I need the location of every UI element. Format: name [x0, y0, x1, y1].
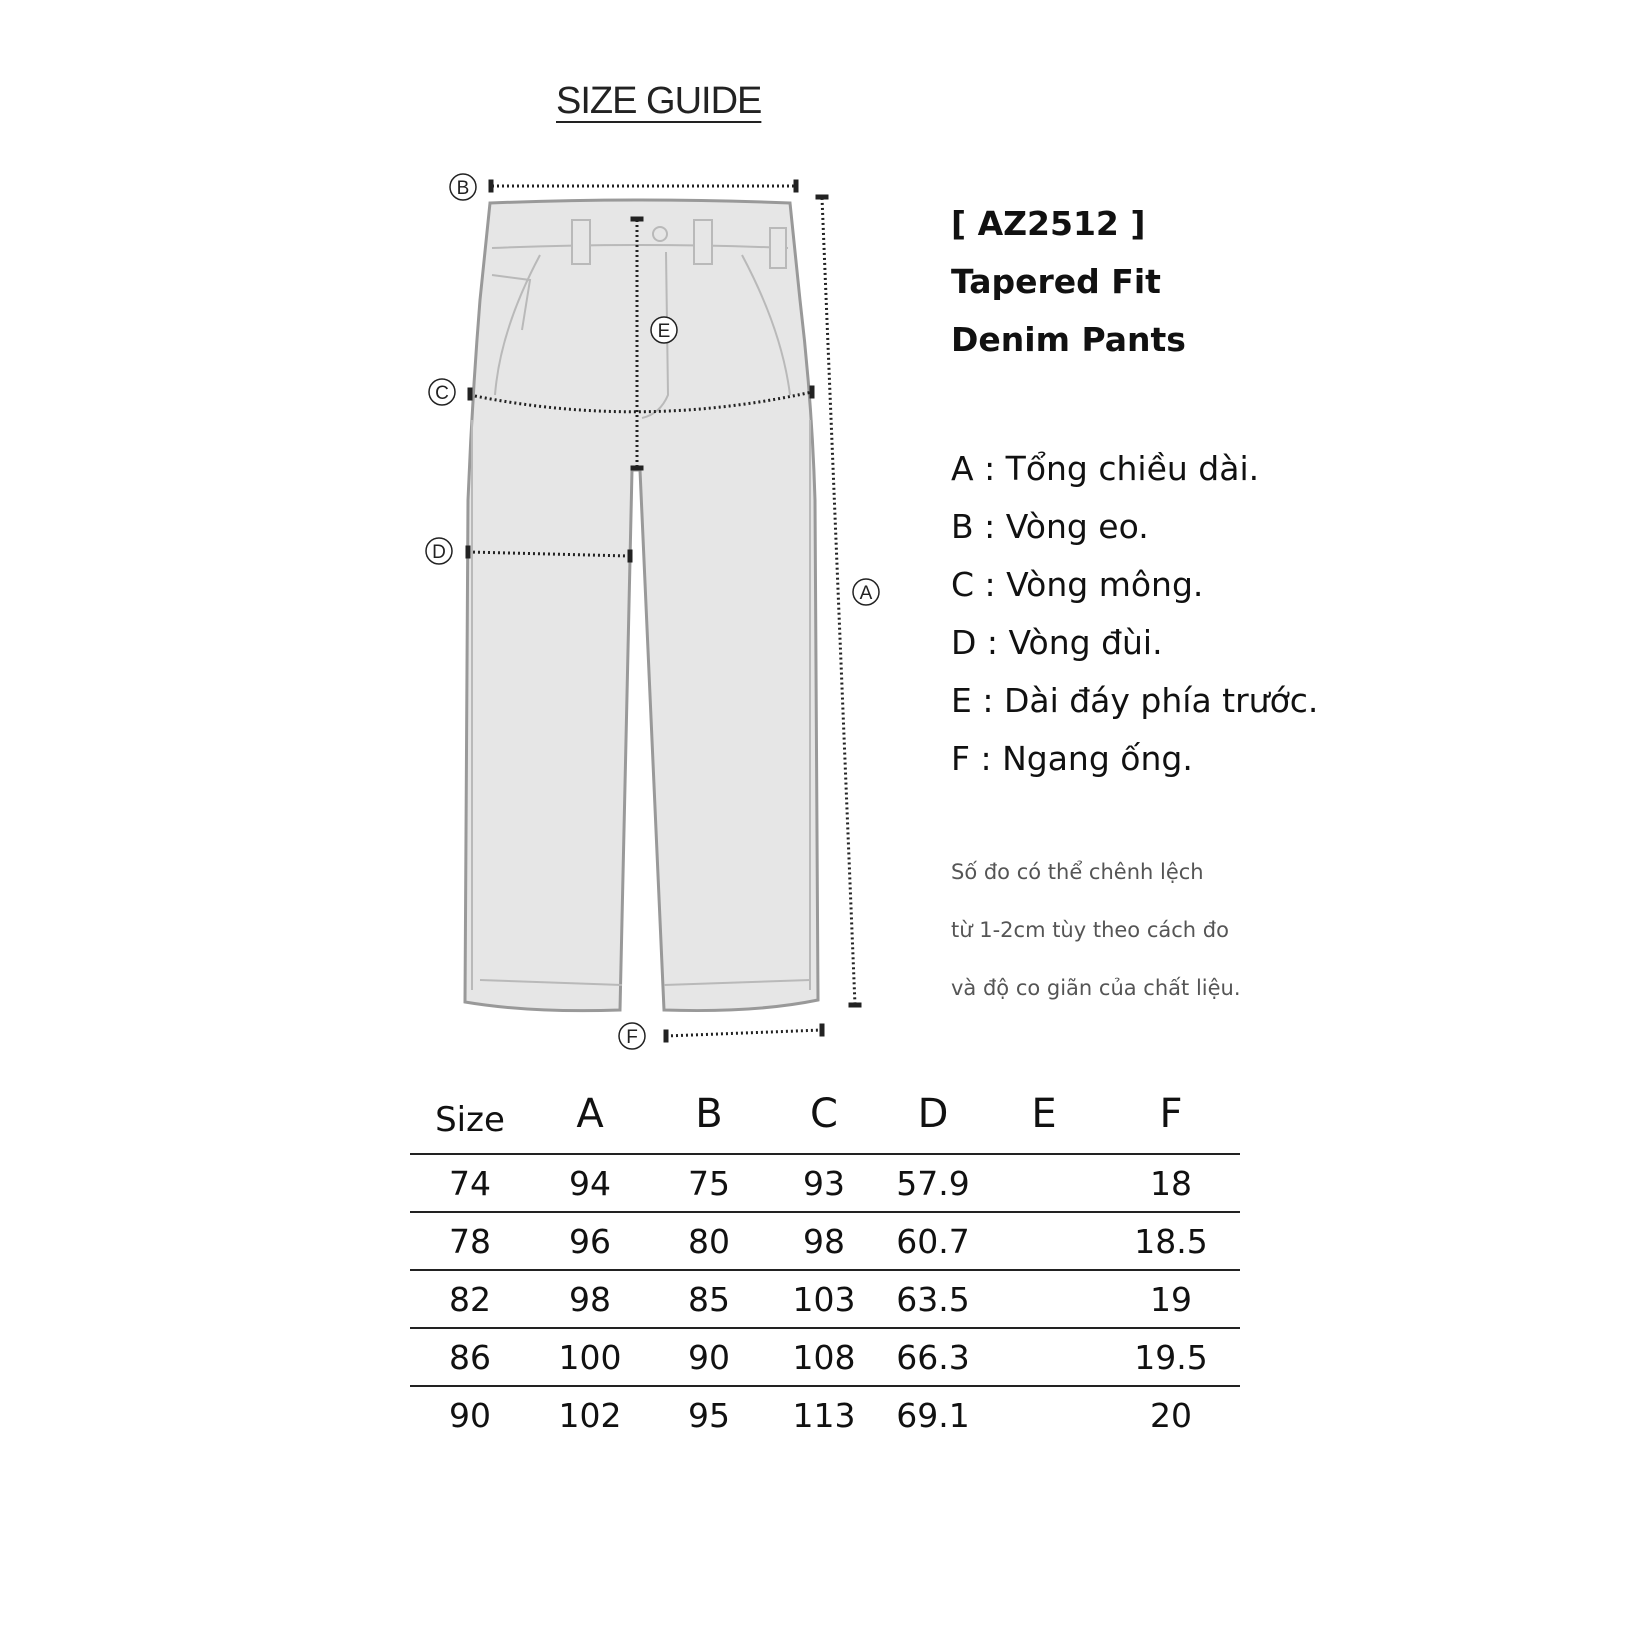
- cell-f: 19.5: [1102, 1328, 1240, 1386]
- col-header-b: B: [650, 1075, 768, 1154]
- cell-size: 90: [449, 1395, 491, 1435]
- cell-e: [986, 1386, 1102, 1443]
- marker-c-label: C: [435, 383, 449, 404]
- col-header-a: A: [530, 1075, 650, 1154]
- cell-f: 19: [1102, 1270, 1240, 1328]
- cell-size: 86: [410, 1328, 530, 1386]
- cell-c: 98: [768, 1212, 880, 1270]
- cell-size: 74: [410, 1154, 530, 1212]
- note-line: và độ co giãn của chất liệu.: [951, 976, 1241, 1000]
- size-table: [410, 1075, 1240, 1443]
- col-header-size: Size: [410, 1075, 530, 1154]
- cell-a: 102: [558, 1395, 622, 1435]
- table-header-row: [410, 1075, 1240, 1154]
- measurement-legend: [951, 440, 1318, 788]
- product-name: Denim Pants: [951, 320, 1186, 359]
- cell-d: 63.5: [880, 1270, 986, 1328]
- marker-e: [651, 317, 677, 343]
- cell-a: 98: [530, 1270, 650, 1328]
- marker-f-label: F: [626, 1027, 638, 1048]
- legend-item-e: E : Dài đáy phía trước.: [951, 681, 1319, 720]
- cell-b: 95: [688, 1395, 730, 1435]
- table-row: [410, 1270, 1240, 1328]
- cell-c: 93: [768, 1154, 880, 1212]
- measure-b-line: [489, 180, 798, 192]
- cell-size: 78: [410, 1212, 530, 1270]
- note-line: Số đo có thể chênh lệch: [951, 860, 1204, 884]
- cell-a: 100: [530, 1328, 650, 1386]
- measurement-note: [951, 843, 1241, 1017]
- cell-d: 57.9: [880, 1154, 986, 1212]
- marker-a-label: A: [859, 583, 873, 604]
- marker-d: [426, 538, 452, 564]
- measure-f-line: [664, 1024, 824, 1042]
- col-header-d: D: [880, 1075, 986, 1154]
- cell-e: [986, 1212, 1102, 1270]
- cell-e: [986, 1270, 1102, 1328]
- cell-b: 90: [650, 1328, 768, 1386]
- cell-c: 113: [792, 1395, 856, 1435]
- marker-a: [853, 579, 879, 605]
- note-line: từ 1-2cm tùy theo cách đo: [951, 918, 1229, 942]
- product-code: [ AZ2512 ]: [951, 204, 1146, 243]
- cell-f: 18: [1102, 1154, 1240, 1212]
- legend-item-a: A : Tổng chiều dài.: [951, 449, 1260, 488]
- col-header-f: F: [1102, 1075, 1240, 1154]
- cell-a: 94: [530, 1154, 650, 1212]
- cell-d: 69.1: [896, 1395, 970, 1435]
- marker-f: [619, 1023, 645, 1049]
- cell-size: 82: [410, 1270, 530, 1328]
- legend-item-c: C : Vòng mông.: [951, 565, 1204, 604]
- table-row: [410, 1386, 1240, 1443]
- cell-a: 96: [530, 1212, 650, 1270]
- pants-outline: [465, 200, 818, 1011]
- legend-item-b: B : Vòng eo.: [951, 507, 1149, 546]
- legend-item-d: D : Vòng đùi.: [951, 623, 1163, 662]
- marker-c: [429, 379, 455, 405]
- table-row: [410, 1212, 1240, 1270]
- cell-d: 66.3: [880, 1328, 986, 1386]
- marker-b-label: B: [456, 178, 470, 199]
- product-fit: Tapered Fit: [951, 262, 1161, 301]
- cell-e: [986, 1154, 1102, 1212]
- cell-e: [986, 1328, 1102, 1386]
- marker-e-label: E: [657, 321, 671, 342]
- table-row: [410, 1328, 1240, 1386]
- cell-b: 75: [650, 1154, 768, 1212]
- marker-b: [450, 174, 476, 200]
- cell-c: 108: [768, 1328, 880, 1386]
- col-header-c: C: [768, 1075, 880, 1154]
- cell-c: 103: [768, 1270, 880, 1328]
- cell-b: 85: [650, 1270, 768, 1328]
- col-header-e: E: [986, 1075, 1102, 1154]
- cell-d: 60.7: [880, 1212, 986, 1270]
- cell-b: 80: [650, 1212, 768, 1270]
- table-row: [410, 1154, 1240, 1212]
- product-info: [951, 195, 1186, 369]
- legend-item-f: F : Ngang ống.: [951, 739, 1193, 778]
- measure-a-line: [816, 195, 861, 1007]
- cell-f: 18.5: [1102, 1212, 1240, 1270]
- cell-f: 20: [1150, 1395, 1192, 1435]
- page-title: SIZE GUIDE: [556, 80, 762, 122]
- marker-d-label: D: [432, 542, 446, 563]
